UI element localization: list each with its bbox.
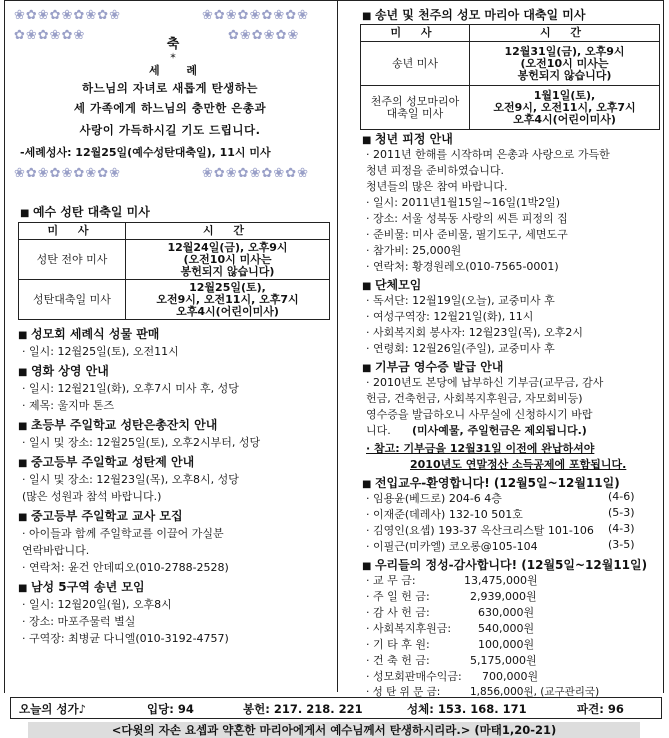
section-line: · 장소: 서울 성북동 사랑의 씨튼 피정의 집 bbox=[366, 212, 568, 225]
newcomer-entry: · 임용윤(베드로) 204-6 4층 bbox=[366, 492, 502, 505]
hymn-entrance: 입당: 94 bbox=[147, 702, 194, 716]
section-title: ■ 남성 5구역 송년 모임 bbox=[18, 578, 145, 595]
offering-amount: 2,939,000원 bbox=[470, 590, 537, 603]
emblem-char-left: 세 bbox=[149, 64, 160, 77]
mass-name: 성탄 전야 미사 bbox=[19, 240, 126, 280]
star-icon: ✶ bbox=[169, 52, 177, 62]
offering-amount: 700,000원 bbox=[482, 670, 539, 683]
footer-quote: <다윗의 자손 요셉과 약혼한 마리아에게서 예수님께서 탄생하시리라.> (마태1,20-21) bbox=[28, 722, 640, 738]
table-header: 시 간 bbox=[470, 25, 660, 42]
newcomer-area: (3-5) bbox=[608, 538, 635, 551]
section-line: 청년 피정을 준비하였습니다. bbox=[366, 164, 505, 177]
section-title: ■ 성모회 세례식 성물 판매 bbox=[18, 325, 159, 342]
section-line: · 일시: 12월25일(토), 오전11시 bbox=[22, 345, 179, 358]
congratulation-emblem bbox=[143, 38, 203, 77]
table-header: 미 사 bbox=[19, 223, 126, 240]
section-line: · 여성구역장: 12월21일(화), 11시 bbox=[366, 310, 534, 323]
offering-amount: 1,856,000원, (교구관리국) bbox=[470, 686, 600, 698]
banner-line-2: 세 가족에게 하느님의 충만한 은총과 bbox=[73, 101, 267, 115]
hymn-bar bbox=[10, 697, 662, 719]
mass-name: 대축일 미사 bbox=[386, 106, 444, 120]
donation-exclusion-note: (미사예물, 주일헌금은 제외됩니다.) bbox=[412, 424, 587, 437]
section-title: ■ 전입교우-환영합니다! (12월5일~12월11일) bbox=[362, 474, 620, 491]
section-line: · 독서단: 12월19일(오늘), 교중미사 후 bbox=[366, 294, 555, 307]
section-line: · 참가비: 25,000원 bbox=[366, 244, 462, 257]
table-header: 미 사 bbox=[361, 25, 470, 42]
flower-garland-icon: ❀✿❀✿❀✿❀✿❀ bbox=[14, 8, 122, 23]
mass-time-line: 12월25일(토), bbox=[189, 280, 266, 294]
section-title: ■ 중고등부 주일학교 성탄제 안내 bbox=[18, 453, 194, 470]
mass-time-line: 봉헌되지 않습니다) bbox=[517, 68, 612, 82]
section-title: ■ 초등부 주일학교 성탄은총잔치 안내 bbox=[18, 416, 217, 433]
newcomer-area: (4-6) bbox=[608, 490, 635, 503]
offering-amount: 5,175,000원 bbox=[470, 654, 537, 667]
mass-name: 천주의 성모마리아 bbox=[370, 94, 460, 108]
section-line: 영수증을 발급하오니 사무실에 신청하시기 바랍 bbox=[366, 408, 593, 421]
mass-time-line: 오전9시, 오전11시, 오후7시 bbox=[493, 100, 636, 114]
section-line: · 일시: 12월21일(화), 오후7시 미사 후, 성당 bbox=[22, 382, 239, 395]
hymn-offertory: 봉헌: 217. 218. 221 bbox=[243, 702, 363, 716]
section-line: · 일시: 12월20일(월), 오후8시 bbox=[22, 598, 172, 611]
offering-label: · 교 무 금: bbox=[366, 574, 416, 587]
table-row bbox=[361, 86, 660, 130]
section-line: 연락바랍니다. bbox=[22, 544, 90, 557]
donation-deadline-note: · 참고: 기부금을 12월31일 이전에 완납하셔야 bbox=[366, 442, 595, 455]
section-line: · 장소: 마포주물럭 별실 bbox=[22, 615, 136, 628]
newcomer-entry: · 이필근(미카엘) 코오롱@105-104 bbox=[366, 540, 538, 553]
emblem-char-right: 례 bbox=[186, 64, 197, 77]
offering-label: · 사회복지후원금: bbox=[366, 622, 452, 635]
offering-label: · 기 타 후 원: bbox=[366, 638, 430, 651]
section-title: ■ 우리들의 정성-감사합니다! (12월5일~12월11일) bbox=[362, 556, 647, 573]
section-line: · 사회복지회 봉사자: 12월23일(목), 오후2시 bbox=[366, 326, 584, 339]
offering-label: · 감 사 헌 금: bbox=[366, 606, 430, 619]
flower-garland-icon: ❀✿❀✿❀✿❀✿❀ bbox=[202, 166, 310, 181]
flower-garland-icon: ✿❀✿❀✿❀ bbox=[228, 28, 300, 43]
hymn-communion: 성체: 153. 168. 171 bbox=[407, 702, 527, 716]
mass-time-line: 12월24일(금), 오후9시 bbox=[167, 240, 288, 254]
offering-label: · 성 탄 위 문 금: bbox=[366, 686, 441, 698]
donation-deadline-note: 2010년도 연말정산 소득공제에 포함됩니다. bbox=[410, 458, 627, 471]
flower-garland-icon: ❀✿❀✿❀✿❀✿❀ bbox=[14, 166, 122, 181]
section-line: (많은 성원과 참석 바랍니다.) bbox=[22, 490, 162, 503]
mass-time-line: 1월1일(토), bbox=[533, 88, 596, 102]
mass-name: 성탄대축일 미사 bbox=[19, 280, 126, 320]
section-line: · 연령회: 12월26일(주일), 교중미사 후 bbox=[366, 342, 555, 355]
offering-label: · 건 축 헌 금: bbox=[366, 654, 430, 667]
hymn-label: 오늘의 성가♪ bbox=[19, 702, 86, 716]
hymn-recessional: 파견: 96 bbox=[577, 702, 624, 716]
mass-name: 송년 미사 bbox=[361, 42, 470, 86]
newcomer-area: (4-3) bbox=[608, 522, 635, 535]
left-column bbox=[6, 0, 334, 645]
section-line: · 제목: 울지마 톤즈 bbox=[22, 399, 115, 412]
table-row bbox=[19, 240, 330, 280]
section-line: 헌금, 건축헌금, 사회복지후원금, 자모회비등) bbox=[366, 392, 583, 405]
section-line: · 구역장: 최병균 다니엘(010-3192-4757) bbox=[22, 632, 229, 645]
section-line: · 일시: 2011년1월15일~16일(1박2일) bbox=[366, 196, 560, 209]
section-title: ■ 기부금 영수증 발급 안내 bbox=[362, 358, 503, 375]
offering-amount: 13,475,000원 bbox=[464, 574, 538, 587]
offering-amount: 630,000원 bbox=[478, 606, 535, 619]
flower-garland-icon: ❀✿❀✿❀✿❀✿❀ bbox=[202, 8, 310, 23]
section-title: ■ 중고등부 주일학교 교사 모집 bbox=[18, 507, 183, 524]
table-header: 시 간 bbox=[126, 223, 330, 240]
banner-line-1: 하느님의 자녀로 새롭게 탄생하는 bbox=[81, 81, 259, 95]
mass-time-line: (오전10시 미사는 bbox=[183, 252, 272, 266]
table-row bbox=[19, 280, 330, 320]
offering-amount: 540,000원 bbox=[478, 622, 535, 635]
newcomer-area: (5-3) bbox=[608, 506, 635, 519]
baptism-banner bbox=[6, 0, 334, 190]
section-line: · 2010년도 본당에 납부하신 기부금(교무금, 감사 bbox=[366, 376, 604, 389]
section-title: ■ 영화 상영 안내 bbox=[18, 362, 109, 379]
christmas-mass-title: ■ 예수 성탄 대축일 미사 bbox=[20, 203, 150, 220]
section-line: · 일시 및 장소: 12월23일(목), 오후8시, 성당 bbox=[22, 473, 239, 486]
offering-label: · 주 일 헌 금: bbox=[366, 590, 430, 603]
section-line: 청년들의 많은 참여 바랍니다. bbox=[366, 180, 508, 193]
mass-time-line: 오후4시(어린이미사) bbox=[176, 304, 279, 318]
banner-line-3: 사랑이 가득하시길 기도 드립니다. bbox=[79, 123, 261, 137]
section-title: ■ 청년 피정 안내 bbox=[362, 130, 453, 147]
newcomer-entry: · 이재준(데레사) 132-10 501호 bbox=[366, 508, 523, 521]
section-line: · 연락처: 윤건 안데띠오(010-2788-2528) bbox=[22, 561, 229, 574]
flower-garland-icon: ✿❀✿❀✿❀ bbox=[14, 28, 86, 43]
column-divider bbox=[337, 0, 338, 692]
emblem-char-top: 축 bbox=[166, 37, 180, 52]
section-line: 니다. bbox=[366, 424, 391, 437]
christmas-mass-table bbox=[18, 222, 330, 320]
mass-time-line: 오전9시, 오전11시, 오후7시 bbox=[156, 292, 299, 306]
section-line: · 연락처: 황경원레오(010-7565-0001) bbox=[366, 260, 559, 273]
mass-time-line: 오후4시(어린이미사) bbox=[513, 112, 616, 126]
section-title: ■ 단체모임 bbox=[362, 276, 421, 293]
baptism-info: -세례성사: 12월25일(예수성탄대축일), 11시 미사 bbox=[20, 146, 271, 159]
mass-time-line: 12월31일(금), 오후9시 bbox=[504, 44, 625, 58]
section-line: · 준비물: 미사 준비물, 필기도구, 세면도구 bbox=[366, 228, 568, 241]
mass-time-line: 봉헌되지 않습니다) bbox=[180, 264, 275, 278]
section-line: · 아이들과 함께 주일학교를 이끌어 가실분 bbox=[22, 527, 224, 540]
newyear-mass-table bbox=[360, 24, 660, 130]
newyear-mass-title: ■ 송년 및 천주의 성모 마리아 대축일 미사 bbox=[362, 6, 585, 23]
section-line: · 일시 및 장소: 12월25일(토), 오후2시부터, 성당 bbox=[22, 436, 261, 449]
section-line: · 2011년 한해를 시작하며 은총과 사랑으로 가득한 bbox=[366, 148, 610, 161]
mass-time-line: (오전10시 미사는 bbox=[520, 56, 609, 70]
offering-label: · 성모회판매수익금: bbox=[366, 670, 462, 683]
newcomer-entry: · 김영인(요셉) 193-37 옥산크리스탈 101-106 bbox=[366, 524, 594, 537]
table-row bbox=[361, 42, 660, 86]
offering-amount: 100,000원 bbox=[478, 638, 535, 651]
